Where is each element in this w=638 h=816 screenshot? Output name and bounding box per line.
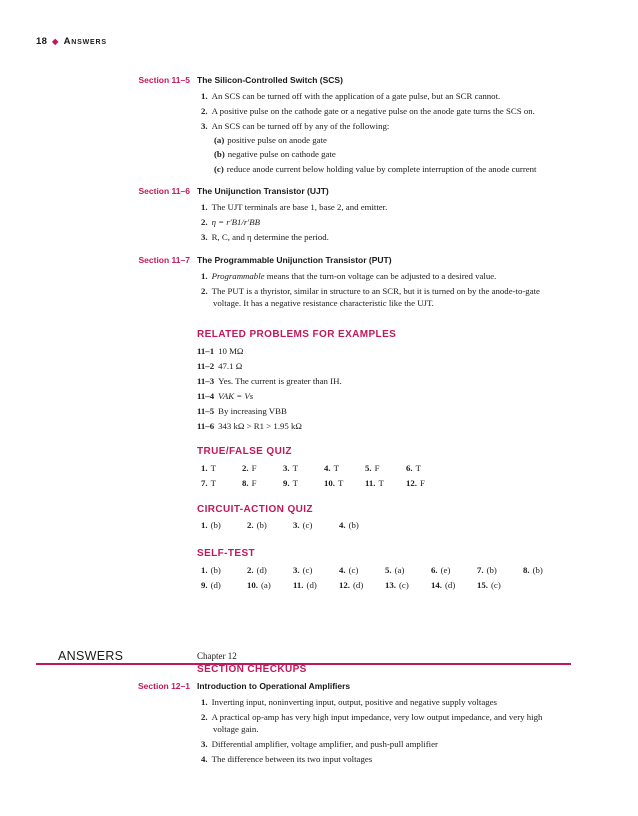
running-title: Answers [63,36,107,47]
quiz-answer: 4. (c) [339,565,359,575]
list-item: 11–4 VAK = Vs [197,391,254,401]
section-label: Section 11–5 [138,75,190,85]
section-label: Section 12–1 [138,681,190,691]
section-title: The Unijunction Transistor (UJT) [197,186,329,196]
quiz-answer: 11. (d) [293,580,317,590]
quiz-answer: 12. (d) [339,580,364,590]
quiz-answer: 2. (d) [247,565,267,575]
list-item: 11–1 10 MΩ [197,346,244,356]
list-item: 11–6 343 kΩ > R1 > 1.95 kΩ [197,421,302,431]
quiz-answer: 14. (d) [431,580,456,590]
list-item-continuation: voltage. It has a negative resistance characteristic like the UJT. [213,298,434,308]
quiz-answer: 1. (b) [201,565,221,575]
section-title: Introduction to Operational Amplifiers [197,681,351,691]
quiz-answer: 1. (b) [201,520,221,530]
list-item: 2. A positive pulse on the cathode gate or a negative pulse on the anode gate turns the SCS on. [201,106,535,116]
chapter-label: Chapter 12 [197,651,237,661]
page-number: 18 [36,36,48,47]
quiz-answer: 12. F [406,478,425,488]
quiz-answer: 6. T [406,463,421,473]
quiz-answer: 8. (b) [523,565,543,575]
quiz-answer: 9. (d) [201,580,221,590]
quiz-answer: 8. F [242,478,257,488]
list-item: 2. The PUT is a thyristor, similar in structure to an SCR, but it is turned on by the anode-to-gate [201,286,540,296]
list-item: 1. An SCS can be turned off with the application of a gate pulse, but an SCR cannot. [201,91,501,101]
quiz-answer: 3. (c) [293,520,313,530]
quiz-answer: 1. T [201,463,216,473]
sub-item: (c) reduce anode current below holding value by complete interruption of the anode current [214,164,537,174]
list-item: 1. The UJT terminals are base 1, base 2, and emitter. [201,202,388,212]
quiz-answer: 13. (c) [385,580,409,590]
quiz-answer: 6. (e) [431,565,451,575]
quiz-answer: 5. F [365,463,380,473]
list-item: 11–3 Yes. The current is greater than IH. [197,376,342,386]
quiz-answer: 15. (c) [477,580,501,590]
section-checkups-heading: SECTION CHECKUPS [197,664,307,675]
list-item-continuation: voltage gain. [213,724,259,734]
quiz-answer: 9. T [283,478,298,488]
quiz-answer: 4. T [324,463,339,473]
list-item: 11–5 By increasing VBB [197,406,287,416]
truefalse-heading: TRUE/FALSE QUIZ [197,446,292,457]
quiz-answer: 2. F [242,463,257,473]
quiz-answer: 11. T [365,478,384,488]
list-item: 3. An SCS can be turned off by any of the following: [201,121,390,131]
quiz-answer: 7. T [201,478,216,488]
section-label: Section 11–6 [138,186,190,196]
diamond-icon: ◆ [52,37,59,46]
sub-item: (b) negative pulse on cathode gate [214,149,336,159]
quiz-answer: 2. (b) [247,520,267,530]
list-item: 2. A practical op-amp has very high input impedance, very low output impedance, and very high [201,712,543,722]
selftest-heading: SELF-TEST [197,548,256,559]
quiz-answer: 4. (b) [339,520,359,530]
list-item: 1. Programmable means that the turn-on voltage can be adjusted to a desired value. [201,271,497,281]
section-label: Section 11–7 [138,255,190,265]
list-item: 11–2 47.1 Ω [197,361,243,371]
section-title: The Programmable Unijunction Transistor (PUT) [197,255,392,265]
quiz-answer: 10. T [324,478,344,488]
running-header [36,36,107,47]
quiz-answer: 10. (a) [247,580,271,590]
section-title: The Silicon-Controlled Switch (SCS) [197,75,343,85]
list-item: 1. Inverting input, noninverting input, output, positive and negative supply voltages [201,697,497,707]
list-item: 4. The difference between its two input voltages [201,754,373,764]
quiz-answer: 3. T [283,463,298,473]
list-item: 2. η = r′B1/r′BB [201,217,260,227]
quiz-answer: 5. (a) [385,565,405,575]
sub-item: (a) positive pulse on anode gate [214,135,327,145]
quiz-answer: 3. (c) [293,565,313,575]
quiz-answer: 7. (b) [477,565,497,575]
list-item: 3. R, C, and η determine the period. [201,232,329,242]
circuit-heading: CIRCUIT-ACTION QUIZ [197,504,313,515]
answers-label: ANSWERS [58,649,124,663]
list-item: 3. Differential amplifier, voltage amplifier, and push-pull amplifier [201,739,438,749]
related-heading: RELATED PROBLEMS FOR EXAMPLES [197,329,397,340]
